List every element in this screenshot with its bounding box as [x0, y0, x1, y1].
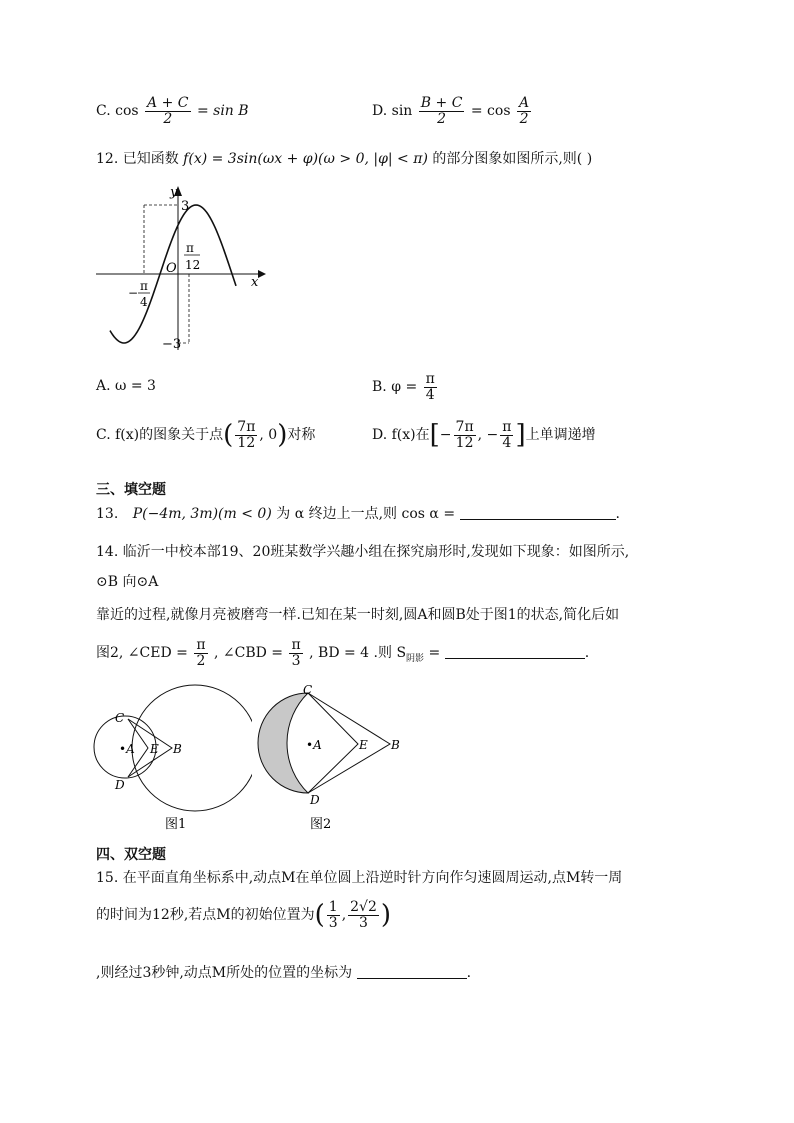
svg-text:B: B	[173, 742, 182, 756]
q11-d-label: D.	[372, 103, 388, 120]
max-label: 3	[181, 199, 190, 214]
q12-sine-graph	[90, 180, 270, 360]
x-label: x	[251, 275, 259, 290]
neg-sign: −	[128, 286, 139, 300]
q12-formula: f(x) = 3sin(ωx + φ)(ω > 0, |φ| < π)	[183, 151, 428, 167]
q11-d-fraction-left: $\frac{B + C}{2}$	[420, 95, 463, 127]
svg-text:B: B	[391, 738, 400, 752]
pi12-num: π	[186, 241, 194, 255]
q12-stem-pre: 已知函数	[122, 151, 179, 167]
pi12-den: 12	[185, 258, 201, 272]
pi4-num: π	[140, 279, 148, 293]
q14-line2: ⊙B 向⊙A	[96, 574, 159, 590]
q12-option-d: D. f(x)在[− $\frac{7\pi}{12}$ , − $\frac{\pi}{4}$ ]上单调递增	[372, 419, 596, 451]
section4-title: 四、双空题	[96, 847, 166, 863]
q13-answer-blank[interactable]	[460, 505, 616, 520]
q11-c-cos: cos	[115, 103, 139, 120]
q11-d-fraction-right: $\frac{A}{2}$	[518, 95, 530, 127]
q14-line1: 14. 临沂一中校本部19、20班某数学兴趣小组在探究扇形时,发现如下现象：如图所示,	[96, 544, 630, 560]
svg-text:C: C	[303, 683, 313, 697]
q11-c-fraction: $\frac{A + C}{2}$	[147, 95, 189, 127]
svg-text:E: E	[150, 742, 159, 756]
q11-c-rhs: = sin B	[196, 103, 249, 120]
q12-option-a: A. ω = 3	[96, 378, 156, 394]
q15-line1: 15. 在平面直角坐标系中,动点M在单位圆上沿逆时针方向作匀速圆周运动,点M转一周	[96, 870, 623, 886]
q12-stem-post: 的部分图象如图所示,则( )	[432, 151, 593, 167]
svg-text:C: C	[115, 711, 125, 725]
q14-figure1	[92, 682, 252, 832]
svg-text:•A: •A	[306, 738, 322, 752]
q11-option-d	[372, 96, 533, 126]
q15-line3: ,则经过3秒钟,动点M所处的位置的坐标为 .	[96, 965, 472, 981]
q11-option-c	[96, 96, 249, 126]
fig2-caption: 图2	[310, 817, 332, 832]
pi4-den: 4	[140, 295, 148, 309]
svg-text:D: D	[115, 778, 125, 792]
origin-label: O	[166, 261, 177, 276]
q11-d-sin: sin	[391, 103, 413, 120]
section3-title: 三、填空题	[96, 482, 166, 498]
y-label: y	[170, 185, 178, 200]
svg-text:D: D	[310, 793, 320, 807]
q11-d-eq: = cos	[470, 103, 511, 120]
q13: 13. P(−4m, 3m)(m < 0) 为 α 终边上一点,则 cos α = .	[96, 506, 620, 522]
q15-answer-blank[interactable]	[357, 964, 467, 979]
q14-line4: 图2, ∠CED = $\frac{\pi}{2}$ , ∠CBD = $\frac{\pi}{3}$ , BD = 4 .则 $S_{阴影}$ = .	[96, 637, 590, 669]
q11-c-label: C.	[96, 103, 111, 120]
shaded-crescent	[258, 693, 308, 793]
q14-answer-blank[interactable]	[445, 644, 585, 659]
fig1-caption: 图1	[165, 817, 187, 832]
svg-text:E: E	[359, 738, 368, 752]
q14-line3: 靠近的过程,就像月亮被磨弯一样.已知在某一时刻,圆A和圆B处于图1的状态,简化后如	[96, 607, 620, 623]
svg-text:•A: •A	[119, 742, 135, 756]
q12-number: 12.	[96, 151, 119, 167]
q12-stem	[96, 148, 592, 168]
q14-figure2	[250, 682, 410, 832]
q15-line2: 的时间为12秒,若点M的初始位置为( $\frac{1}{3}$ , $\frac{2√2}{3}$ )	[96, 899, 392, 931]
min-label: −3	[162, 337, 182, 352]
q12-option-b: B. φ = $\frac{\pi}{4}$	[372, 371, 435, 403]
q12-option-c: C. f(x)的图象关于点( $\frac{7\pi}{12}$ , 0)对称	[96, 419, 316, 451]
x-axis-arrow	[258, 270, 266, 278]
